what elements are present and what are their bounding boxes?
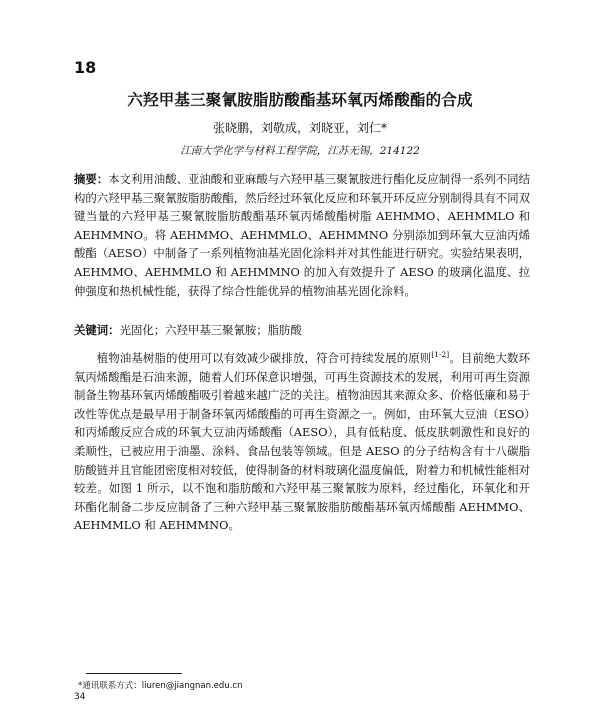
body-text-part1: 植物油基树脂的使用可以有效减少碳排放，符合可持续发展的原则: [96, 351, 432, 365]
footnote-contact: *通讯联系方式：liuren@jiangnan.edu.cn: [78, 681, 243, 691]
body-paragraph: [74, 349, 530, 535]
abstract: [74, 170, 530, 300]
body-text-part2: 。目前绝大数环氧丙烯酸酯是石油来源，随着人们环保意识增强，可再生资源技术的发展，利用可再生资源制备生物基环氧丙烯酸酯吸引着越来越广泛的关注。植物油因其来源众多、价格低廉和易于改性等优点是最早用于制备环氧丙烯酸酯的可再生资源之一。例如，由环氧大豆油（ESO）和丙烯酸反应合成的环氧大豆油丙烯酸酯（AESO），具有低粘度、低皮肤刺激性和良好的柔顺性，已被应用于油墨、涂料、食品包装等领域。但是 AESO 的分子结构含有十八碳脂肪酸链并且官能团密度相对较低，使得制备的材料玻璃化温度偏低，附着力和机械性能相对较差。如图 1 所示，以不饱和脂肪酸和六羟甲基三聚氰胺为原料，经过酯化，环氧化和开环酯化制备二步反应制备了三种六羟甲基三聚氰胺脂肪酸酯基环氧丙烯酸酯 AEHMMO、AEHMMLO 和 AEHMMNO。: [74, 351, 530, 533]
keywords-label: 关键词：: [74, 323, 120, 337]
affiliation: 江南大学化学与材料工程学院，江苏无锡，214122: [180, 145, 420, 157]
abstract-text: 本文利用油酸、亚油酸和亚麻酸与六羟甲基三聚氰胺进行酯化反应制得一系列不同结构的六羟甲基三聚氰胺脂肪酸酯，然后经过环氧化反应和环氧开环反应分别制得具有不同双键当量的六羟甲基三聚氰胺脂肪酸酯基环氧丙烯酸酯树脂 AEHMMO、AEHMMLO 和 AEHMMNO。将 AEHMMO、AEHMMLO、AEHMMNO 分别添加到环氧大豆油丙烯酸酯（AESO）中制备了一系列植物油基光固化涂料并对其性能进行研究。实验结果表明，AEHMMO、AEHMMLO 和 AEHMMNO 的加入有效提升了 AESO 的玻璃化温度、拉伸强度和热机械性能，获得了综合性能优异的植物油基光固化涂料。: [74, 172, 530, 298]
abstract-label: 摘要：: [74, 172, 109, 186]
paper-title: 六羟甲基三聚氰胺脂肪酸酯基环氧丙烯酸酯的合成: [127, 91, 473, 109]
section-number: 18: [74, 58, 97, 77]
keywords-text: 光固化；六羟甲基三聚氰胺；脂肪酸: [119, 323, 302, 337]
citation-ref: [1-2]: [431, 350, 450, 360]
page-number: 34: [74, 692, 86, 702]
keywords: [74, 322, 530, 338]
footnote-divider: [86, 673, 182, 674]
author-list: 张晓鹏，刘敬成，刘晓亚，刘仁*: [212, 121, 387, 135]
